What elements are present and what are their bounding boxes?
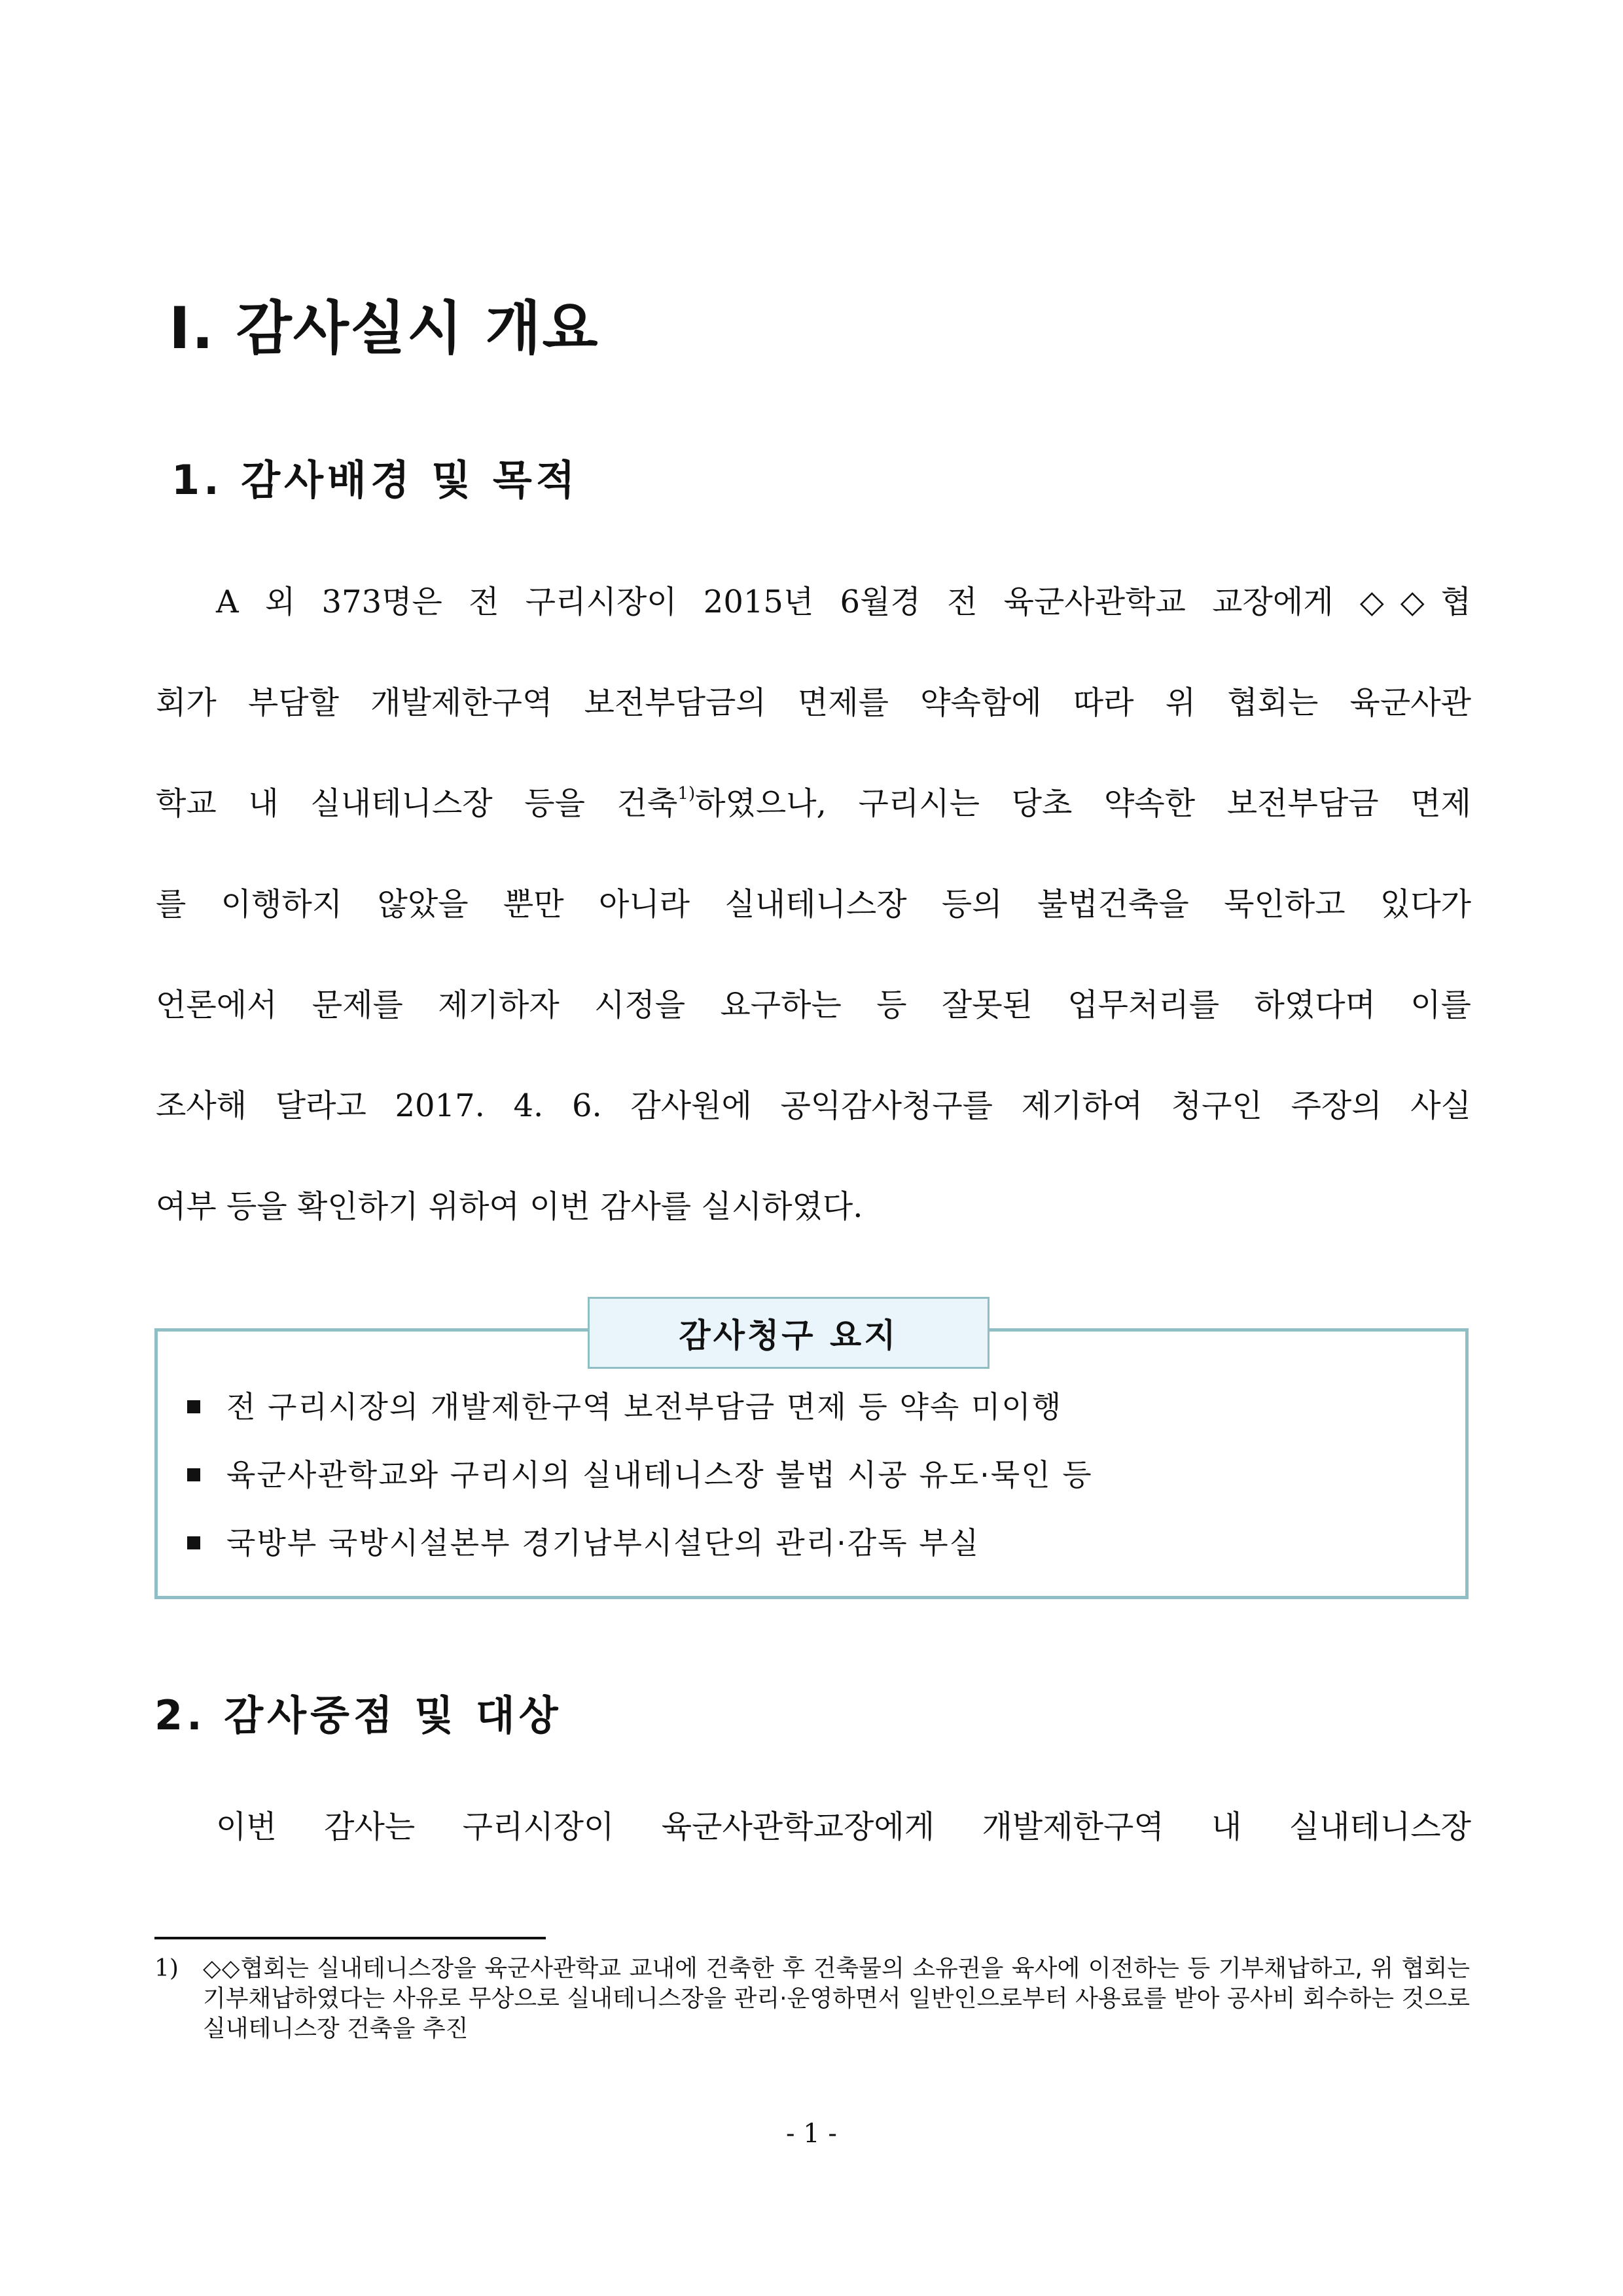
paragraph-1-line-1: A 외 373명은 전 구리시장이 2015년 6월경 전 육군사관학교 교장에게 ◇◇협: [216, 584, 1471, 620]
footnote-reference: 1): [677, 784, 696, 804]
section-2-title: 2. 감사중점 및 대상: [154, 1691, 562, 1739]
square-bullet-icon: [187, 1400, 200, 1413]
paragraph-1-line-4: 를 이행하지 않았을 뿐만 아니라 실내테니스장 등의 불법건축을 묵인하고 있다가: [156, 886, 1471, 923]
summary-item-text: 전 구리시장의 개발제한구역 보전부담금 면제 등 약속 미이행: [226, 1389, 1063, 1424]
paragraph-1-line-3: [156, 784, 1471, 823]
paragraph-1-line-3-part-b: 하였으나, 구리시는 당초 약속한 보전부담금 면제: [695, 785, 1471, 822]
summary-item: [187, 1525, 980, 1561]
square-bullet-icon: [187, 1536, 200, 1549]
summary-item: [187, 1457, 1093, 1493]
page-number: - 1 -: [786, 2119, 837, 2149]
paragraph-1-line-6: 조사해 달라고 2017. 4. 6. 감사원에 공익감사청구를 제기하여 청구인 주장의 사실: [156, 1087, 1471, 1124]
paragraph-1-line-7: 여부 등을 확인하기 위하여 이번 감사를 실시하였다.: [156, 1188, 863, 1225]
footnote-number: 1): [154, 1955, 179, 1982]
paragraph-2-line-1: 이번 감사는 구리시장이 육군사관학교장에게 개발제한구역 내 실내테니스장: [216, 1809, 1471, 1845]
paragraph-1-line-5: 언론에서 문제를 제기하자 시정을 요구하는 등 잘못된 업무처리를 하였다며 이를: [156, 987, 1471, 1023]
paragraph-1-line-3-part-a: 학교 내 실내테니스장 등을 건축: [156, 785, 678, 822]
summary-item: [187, 1388, 1062, 1425]
footnote-text: ◇◇협회는 실내테니스장을 육군사관학교 교내에 건축한 후 건축물의 소유권을 육사에 이전하는 등 기부채납하고, 위 협회는 기부채납하였다는 사유로 무상으로 실내테니스장을 관리·운영하면서 일반인으로부터 사용료를 받아 공사비 회수하는 것으로 실내테니스장 건축을 추진: [203, 1955, 1470, 2042]
summary-item-text: 육군사관학교와 구리시의 실내테니스장 불법 시공 유도·묵인 등: [226, 1457, 1093, 1492]
section-1-title: 1. 감사배경 및 목적: [171, 456, 579, 504]
square-bullet-icon: [187, 1468, 200, 1481]
summary-box-title: 감사청구 요지: [588, 1297, 990, 1369]
footnote: [154, 1954, 1470, 2044]
footnote-divider: [154, 1937, 546, 1939]
summary-item-text: 국방부 국방시설본부 경기남부시설단의 관리·감독 부실: [226, 1525, 980, 1561]
chapter-title: Ⅰ. 감사실시 개요: [169, 294, 599, 362]
paragraph-1-line-2: 회가 부담할 개발제한구역 보전부담금의 면제를 약속함에 따라 위 협회는 육군사관: [156, 684, 1471, 721]
